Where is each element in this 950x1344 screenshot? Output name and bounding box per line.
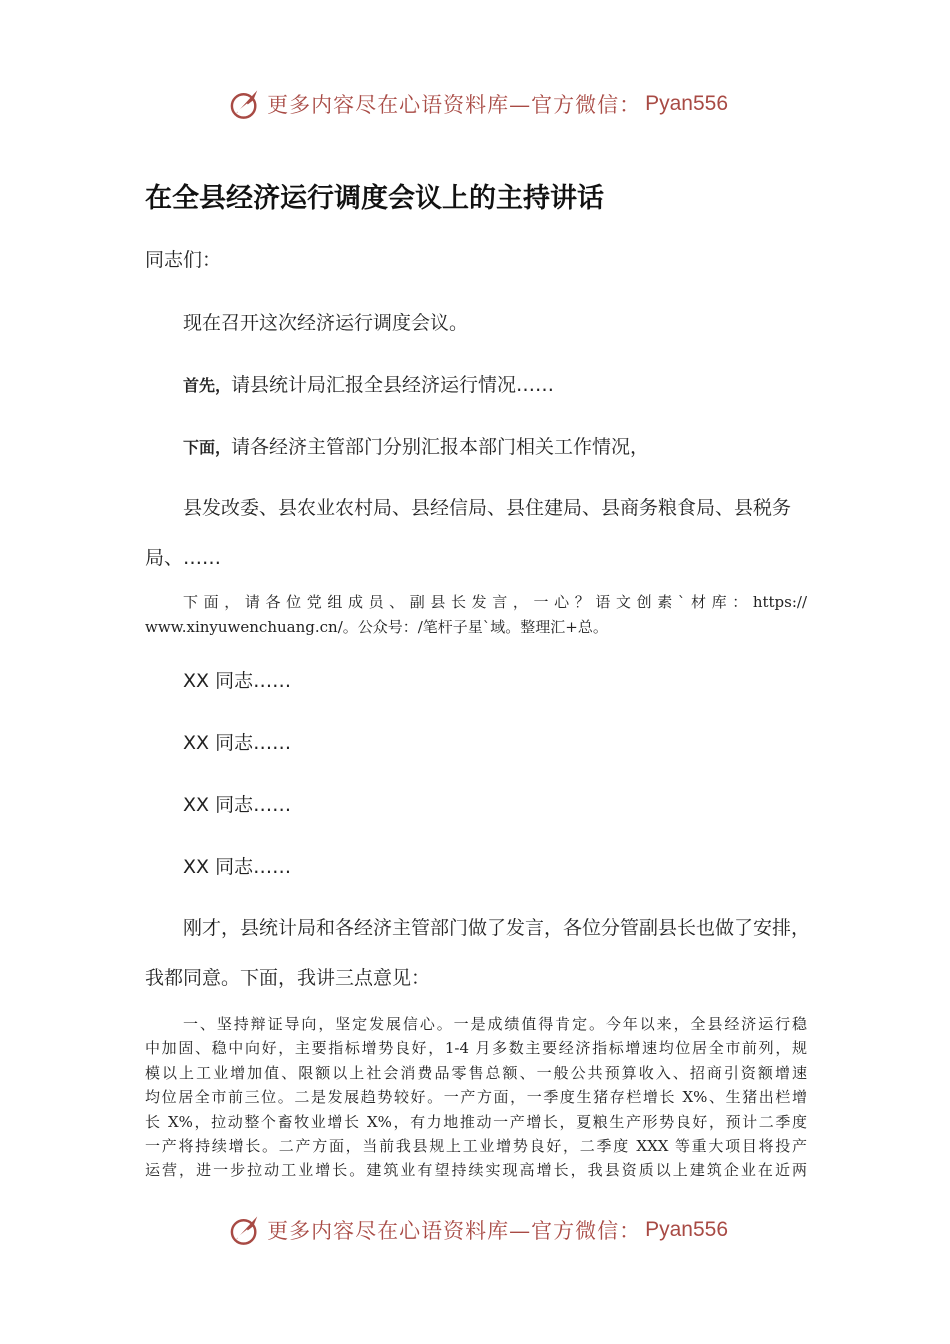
speaker-item: XX 同志…… bbox=[183, 732, 292, 754]
footer-banner bbox=[228, 1210, 728, 1250]
header-banner bbox=[228, 84, 728, 124]
text-first: 请县统计局汇报全县经济运行情况…… bbox=[231, 374, 555, 396]
summary-line-1: 刚才，县统计局和各经济主管部门做了发言，各位分管副县长也做了安排， bbox=[183, 917, 811, 939]
body-line: 一产将持续增长。二产方面，当前我县规上工业增势良好，二季度 XXX 等重大项目将投产 bbox=[145, 1137, 807, 1156]
summary-line-2: 我都同意。下面，我讲三点意见： bbox=[145, 967, 431, 989]
speaker-item: XX 同志…… bbox=[183, 856, 292, 878]
document-title: 在全县经济运行调度会议上的主持讲话 bbox=[145, 183, 604, 214]
speaker-item: XX 同志…… bbox=[183, 794, 292, 816]
lead-next: 下面， bbox=[183, 438, 232, 457]
departments-line-1: 县发改委、县农业农村局、县经信局、县住建局、县商务粮食局、县税务 bbox=[183, 497, 792, 519]
body-line: 均位居全市前三位。二是发展趋势较好。一产方面，一季度生猪存栏增长 X%、生猪出栏增 bbox=[145, 1088, 807, 1107]
lead-first: 首先， bbox=[183, 376, 232, 395]
body-line: 中加固、稳中向好，主要指标增势良好，1-4 月多数主要经济指标增速均位居全市前列，规 bbox=[145, 1039, 807, 1058]
banner-text: 更多内容尽在心语资料库—官方微信： bbox=[267, 1219, 642, 1243]
body-line: 运营，进一步拉动工业增长。建筑业有望持续实现高增长，我县资质以上建筑企业在近两 bbox=[145, 1161, 807, 1180]
speakers-line-1: 下面，请各位党组成员、副县长发言，一心？语文创素`材库：https:// bbox=[183, 593, 807, 611]
departments-line-2: 局、…… bbox=[145, 547, 222, 569]
salutation: 同志们： bbox=[145, 249, 222, 271]
speakers-line-2: www.xinyuwenchuang.cn/。公众号：/笔杆子星`域。整理汇+总。 bbox=[145, 618, 608, 636]
body-line: 一、坚持辩证导向，坚定发展信心。一是成绩值得肯定。今年以来，全县经济运行稳 bbox=[183, 1015, 807, 1033]
quill-logo-icon bbox=[228, 1212, 263, 1248]
body-paragraph bbox=[145, 1012, 807, 1183]
quill-logo-icon bbox=[228, 86, 263, 122]
paragraph-next bbox=[183, 432, 649, 459]
banner-text: 更多内容尽在心语资料库—官方微信： bbox=[267, 93, 642, 117]
paragraph-first bbox=[183, 370, 554, 397]
banner-wechat-id: Pyan556 bbox=[645, 1218, 728, 1241]
paragraph-open: 现在召开这次经济运行调度会议。 bbox=[183, 312, 469, 334]
body-line: 模以上工业增加值、限额以上社会消费品零售总额、一般公共预算收入、招商引资额增速 bbox=[145, 1063, 807, 1082]
banner-wechat-id: Pyan556 bbox=[645, 92, 728, 115]
text-next: 请各经济主管部门分别汇报本部门相关工作情况， bbox=[231, 436, 650, 458]
speaker-item: XX 同志…… bbox=[183, 670, 292, 692]
body-line: 长 X%，拉动整个畜牧业增长 X%，有力地推动一产增长，夏粮生产形势良好，预计二季度 bbox=[145, 1112, 807, 1131]
